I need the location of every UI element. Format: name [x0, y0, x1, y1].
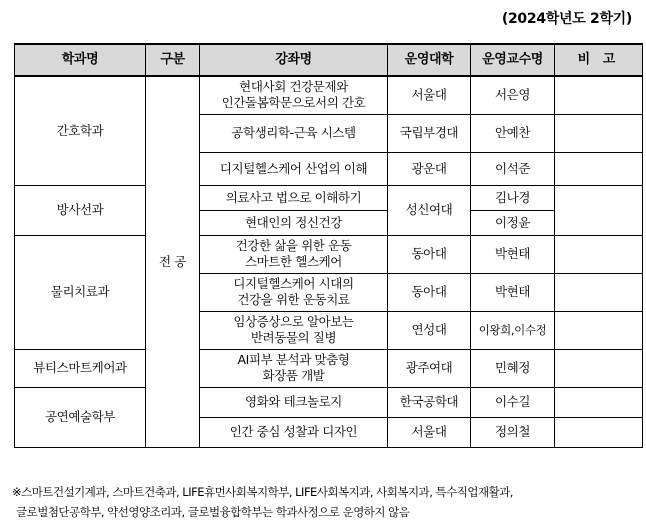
- professor-cell: 이수길: [471, 387, 555, 417]
- course-title-cell: 디지털헬스케어 산업의 이해: [200, 152, 388, 185]
- course-title-cell: [200, 235, 388, 273]
- course-title-line: 건강을 위한 운동치료: [237, 292, 350, 307]
- university-cell: 서울대: [388, 417, 471, 447]
- course-title-cell: [200, 311, 388, 349]
- university-cell: 동아대: [388, 273, 471, 311]
- course-title-cell: 현대인의 정신건강: [200, 210, 388, 235]
- course-title-line: AI피부 분석과 맞춤형: [237, 352, 350, 367]
- table-row: [15, 349, 643, 387]
- course-title-line: 임상증상으로 알아보는: [233, 314, 354, 329]
- remarks-cell: [555, 387, 643, 417]
- header-remarks: 비 고: [555, 44, 643, 76]
- table-row: [15, 387, 643, 417]
- course-title-cell: [200, 273, 388, 311]
- course-title-line: 인간돌봄학문으로서의 간호: [221, 95, 366, 111]
- professor-cell: 정의철: [471, 417, 555, 447]
- course-title-line: 반려동물의 질병: [250, 330, 337, 345]
- professor-cell: 서은영: [471, 76, 555, 114]
- course-title-cell: 의료사고 법으로 이해하기: [200, 185, 388, 210]
- course-table: [14, 43, 643, 448]
- course-title-cell: 공학생리학-근육 시스템: [200, 114, 388, 152]
- course-title-line: 건강한 삶을 위한 운동: [235, 238, 352, 253]
- course-title-cell: 영화와 테크놀로지: [200, 387, 388, 417]
- department-cell: 물리치료과: [15, 235, 146, 349]
- professor-cell: 김나경: [471, 185, 555, 210]
- header-professor: 운영교수명: [471, 44, 555, 76]
- course-title-cell: 인간 중심 성찰과 디자인: [200, 417, 388, 447]
- professor-cell: 이왕희,이수정: [471, 311, 555, 349]
- header-university: 운영대학: [388, 44, 471, 76]
- course-title-line: 스마트한 헬스케어: [245, 254, 342, 269]
- footnote-line: 글로벌첨단공학부, 약선영양조리과, 글로벌융합학부는 학과사정으로 운영하지 않음: [16, 505, 410, 519]
- course-title-line: 디지털헬스케어 시대의: [233, 276, 354, 291]
- remarks-cell: [555, 185, 643, 235]
- department-cell: 뷰티스마트케어과: [15, 349, 146, 387]
- university-cell: 연성대: [388, 311, 471, 349]
- professor-cell: 안예찬: [471, 114, 555, 152]
- university-cell: 한국공학대: [388, 387, 471, 417]
- university-cell: 성신여대: [388, 185, 471, 235]
- header-course: 강좌명: [200, 44, 388, 76]
- table-row: [15, 185, 643, 210]
- professor-cell: 박현태: [471, 273, 555, 311]
- footnote: [12, 482, 644, 522]
- course-title-line: 화장품 개발: [262, 368, 325, 383]
- remarks-cell: [555, 235, 643, 273]
- header-department: 학과명: [15, 44, 146, 76]
- table-row: [15, 235, 643, 273]
- professor-cell: 민혜정: [471, 349, 555, 387]
- semester-label: (2024학년도 2학기): [501, 11, 632, 27]
- university-cell: 광운대: [388, 152, 471, 185]
- department-cell: 공연예술학부: [15, 387, 146, 447]
- course-title-cell: [200, 76, 388, 114]
- remarks-cell: [555, 76, 643, 114]
- professor-cell: 이석준: [471, 152, 555, 185]
- professor-cell: 이정윤: [471, 210, 555, 235]
- university-cell: 동아대: [388, 235, 471, 273]
- university-cell: 국립부경대: [388, 114, 471, 152]
- footnote-line: ※스마트건설기계과, 스마트건축과, LIFE휴먼사회복지학부, LIFE사회복지과, 사회복지과, 특수직업재활과,: [12, 485, 513, 499]
- remarks-cell: [555, 114, 643, 152]
- professor-cell: 박현태: [471, 235, 555, 273]
- table-header-row: [15, 44, 643, 76]
- remarks-cell: [555, 417, 643, 447]
- header-category: 구분: [146, 44, 200, 76]
- course-title-line: 현대사회 건강문제와: [239, 79, 348, 95]
- department-cell: 방사선과: [15, 185, 146, 235]
- remarks-cell: [555, 349, 643, 387]
- remarks-cell: [555, 273, 643, 311]
- university-cell: 광주여대: [388, 349, 471, 387]
- university-cell: 서울대: [388, 76, 471, 114]
- remarks-cell: [555, 311, 643, 349]
- course-title-cell: [200, 349, 388, 387]
- category-cell: 전 공: [146, 76, 200, 447]
- remarks-cell: [555, 152, 643, 185]
- department-cell: 간호학과: [15, 76, 146, 185]
- table-row: [15, 76, 643, 114]
